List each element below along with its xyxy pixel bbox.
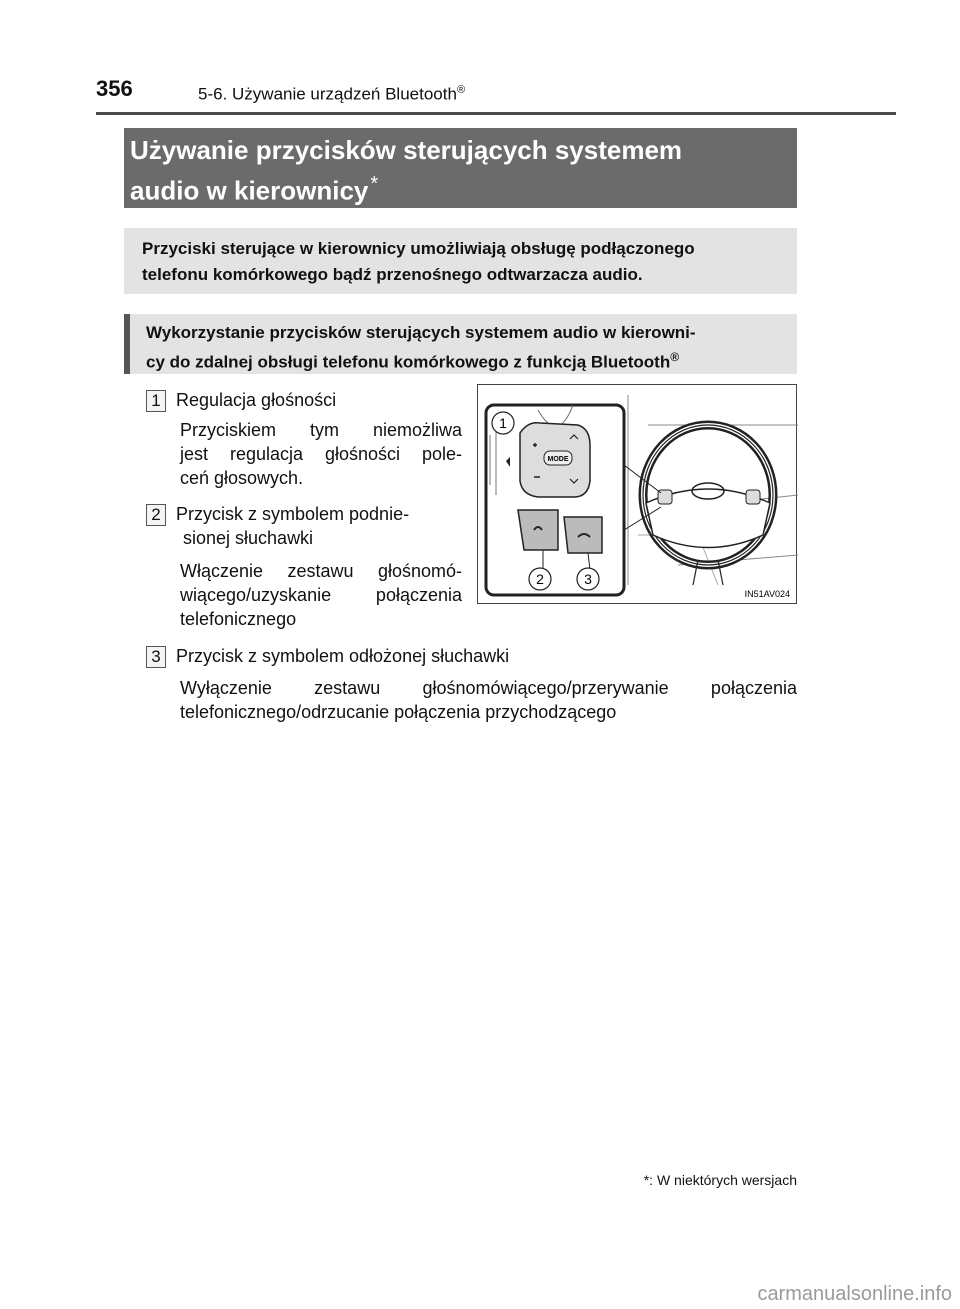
watermark: carmanualsonline.info [757, 1283, 952, 1305]
footnote [644, 1172, 797, 1188]
title-line-2-text: audio w kierownicy [130, 175, 369, 206]
section-header-text: 5-6. Używanie urządzeń Bluetooth [198, 84, 457, 104]
title-line-1: Używanie przycisków sterujących systemem [130, 135, 683, 165]
callout-3: 3 [584, 571, 592, 587]
asterisk-icon: * [370, 173, 379, 195]
item-title-cont: sionej słuchawki [183, 528, 314, 549]
desc-line: jest regulacja głośności pole- [180, 444, 462, 464]
item-title: Przycisk z symbolem podnie- [176, 504, 410, 524]
title-box [124, 128, 797, 208]
subsection-line-2-text: cy do zdalnej obsługi telefonu komórkowego z funkcją Bluetooth [146, 352, 671, 372]
registered-mark: ® [456, 84, 466, 96]
callout-2: 2 [536, 571, 544, 587]
subsection-line-1: Wykorzystanie przycisków sterujących systemem audio w kierowni- [146, 323, 696, 342]
title-line-2 [130, 167, 797, 208]
intro-line-2: telefonu komórkowego bądź przenośnego odtwarzacza audio. [142, 265, 643, 284]
item-number-badge: 1 [146, 390, 166, 412]
desc-line: ceń głosowych. [180, 468, 304, 488]
subsection-line-2 [146, 345, 797, 375]
registered-mark: ® [670, 350, 680, 364]
figure-code: IN51AV024 [744, 589, 790, 599]
subsection-box [124, 314, 797, 374]
intro-box [124, 228, 797, 294]
mode-button-label: MODE [547, 456, 569, 463]
asterisk-icon: * [643, 1172, 650, 1188]
desc-line: Przyciskiem tym niemożliwa [180, 420, 462, 440]
item-title: Regulacja głośności [176, 390, 337, 410]
desc-line: telefonicznego/odrzucanie połączenia przychodzącego [180, 702, 617, 722]
desc-line: Włączenie zestawu głośnomó- [180, 561, 462, 581]
callout-1: 1 [499, 415, 507, 431]
item-1-title [146, 388, 336, 412]
item-title: Przycisk z symbolem odłożonej słuchawki [176, 646, 510, 666]
item-number-badge: 3 [146, 646, 166, 668]
intro-line-1: Przyciski sterujące w kierownicy umożliwiają obsługę podłączonego [142, 239, 695, 258]
item-number-badge: 2 [146, 504, 166, 526]
item-1-desc [180, 418, 462, 490]
steering-wheel-figure [477, 384, 797, 604]
item-2-desc [180, 559, 462, 631]
page-number: 356 [96, 76, 133, 101]
footnote-text: : W niektórych wersjach [649, 1172, 797, 1188]
item-2-title [146, 502, 462, 550]
steering-wheel-illustration [478, 385, 798, 605]
item-3-title [146, 644, 509, 668]
item-3-desc [180, 676, 797, 724]
header-rule [96, 112, 896, 115]
section-header [198, 84, 465, 105]
desc-line: telefonicznego [180, 609, 297, 629]
desc-line: wiącego/uzyskanie połączenia [180, 585, 462, 605]
desc-line: Wyłączenie zestawu głośnomówiącego/przerywanie połączenia [180, 678, 797, 698]
